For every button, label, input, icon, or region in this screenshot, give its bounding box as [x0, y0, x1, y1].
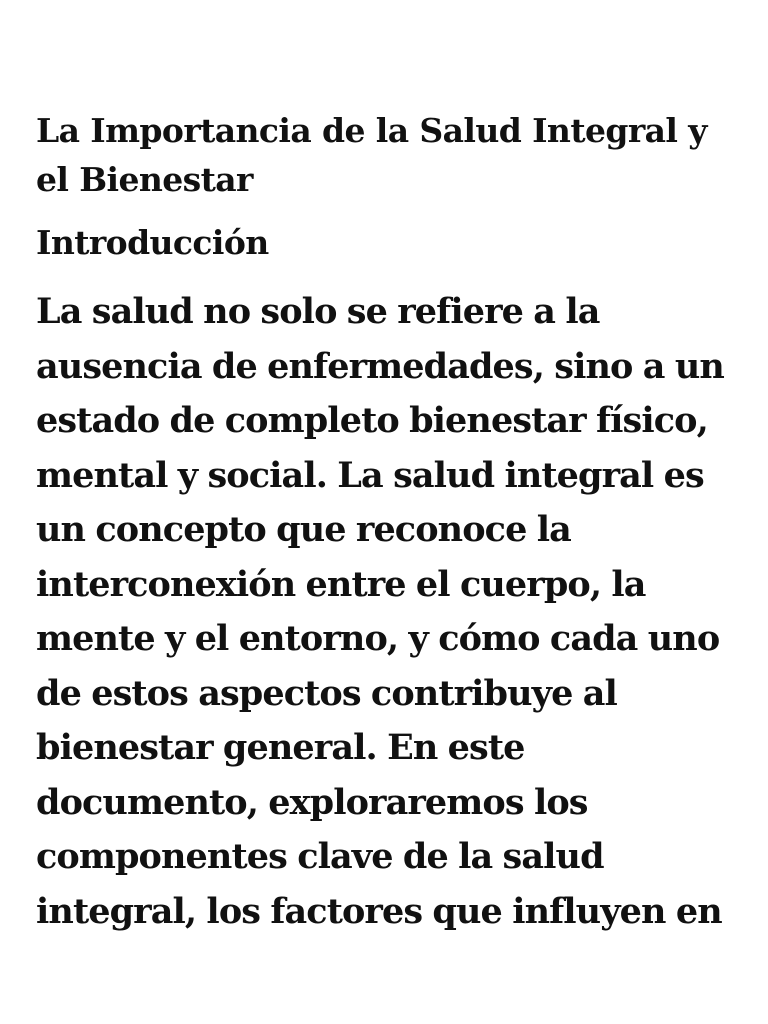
- document-title: La Importancia de la Salud Integral y el Bienestar: [36, 111, 707, 199]
- body-paragraph: La salud no solo se refiere a la ausencia de enfermedades, sino a un estado de completo bienestar físico, mental y social. La salud integral es un concepto que reconoce la interconexión entre el cuerpo, la mente y el entorno, y cómo cada uno de estos aspectos contribuye al bienestar general. En este documento, exploraremos los componentes clave de la salud integral, los factores que influyen en: [36, 291, 724, 932]
- section-heading-introduction: Introducción: [36, 223, 269, 262]
- document-page: [36, 106, 736, 939]
